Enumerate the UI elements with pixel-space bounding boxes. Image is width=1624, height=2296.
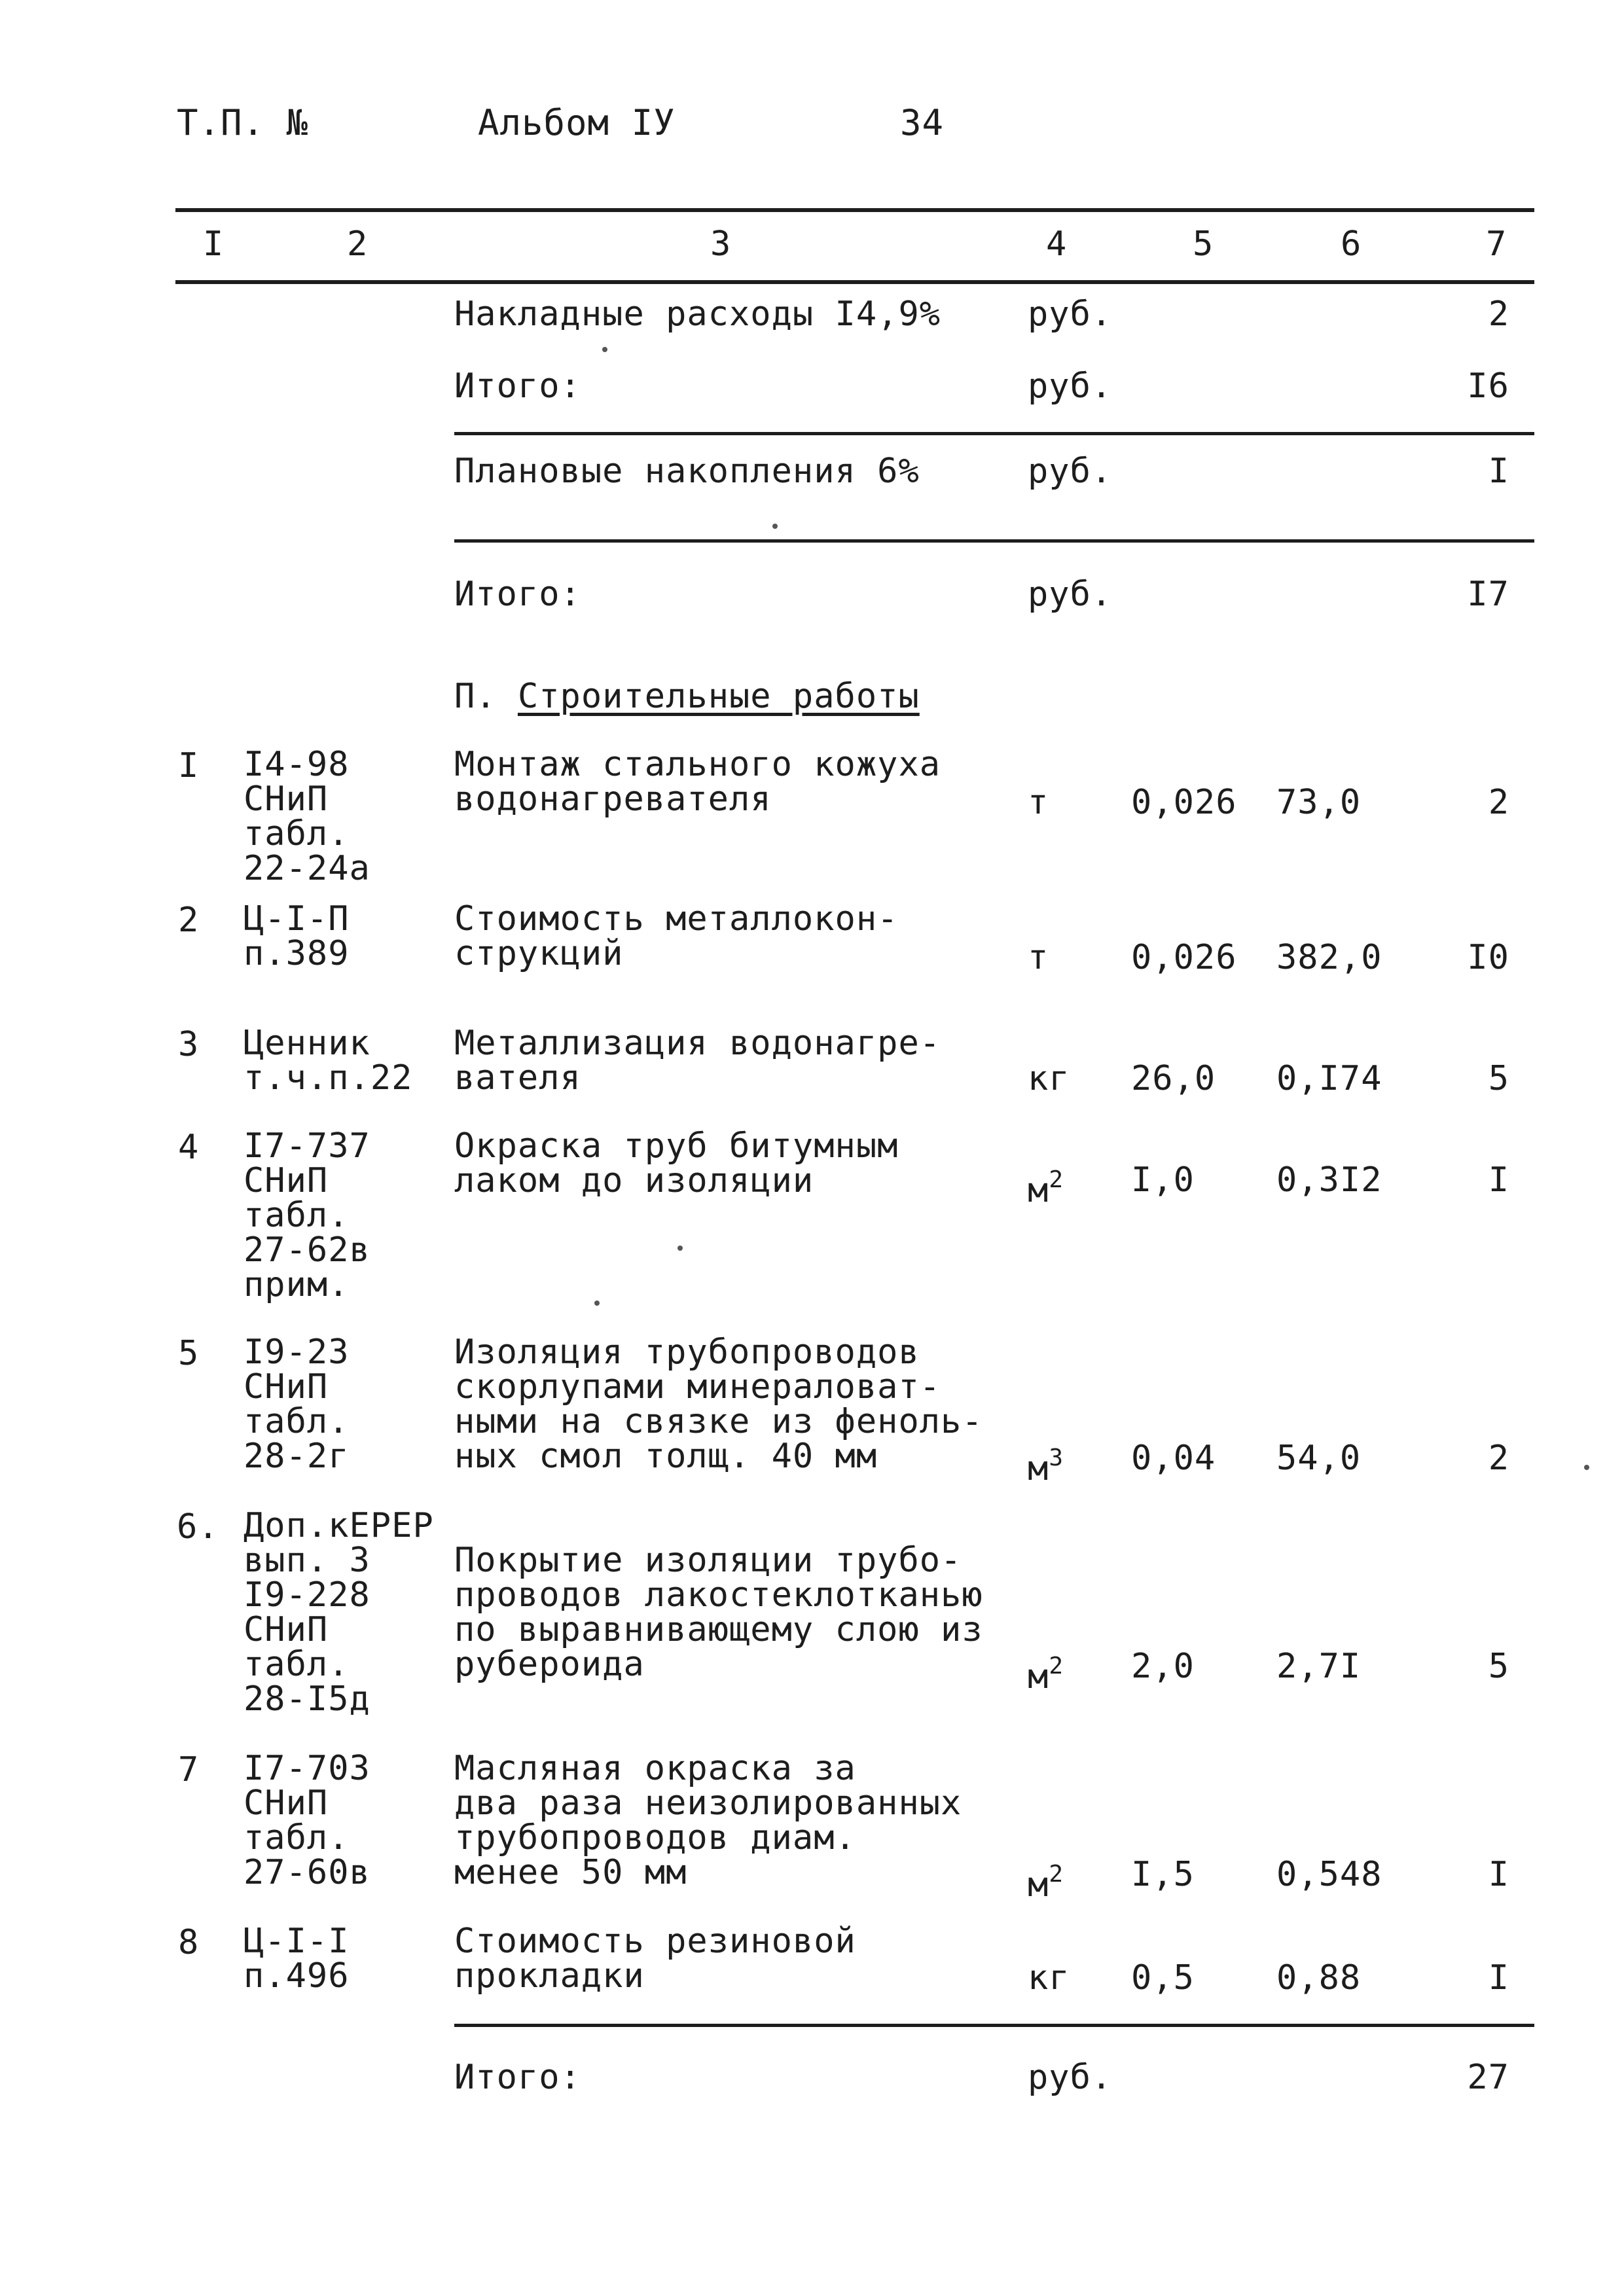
section-title-text: Строительные работы — [517, 677, 920, 716]
summary-total: 2 — [1488, 295, 1509, 334]
row-price: 0,3I2 — [1276, 1160, 1382, 1200]
scan-speck — [677, 1246, 683, 1251]
row-number: 4 — [178, 1128, 200, 1167]
row-quantity: 0,04 — [1131, 1439, 1216, 1478]
final-total-value: 27 — [1467, 2058, 1509, 2097]
row-price: 382,0 — [1276, 938, 1382, 977]
column-header-6: 6 — [1341, 224, 1362, 264]
summary-rule — [454, 539, 1534, 543]
summary-label: Плановые накопления 6% — [454, 452, 920, 491]
row-unit-base: м — [1028, 1449, 1049, 1488]
table-header-rule — [175, 280, 1534, 284]
row-unit: кг — [1028, 1958, 1070, 1998]
row-unit — [1028, 1440, 1064, 1487]
row-reference: I4-98 СНиП табл. 22-24а — [244, 745, 370, 888]
row-total: 5 — [1488, 1059, 1509, 1098]
row-unit: т — [1028, 938, 1049, 977]
row-unit-base: м — [1028, 1865, 1049, 1905]
row-quantity: 0,026 — [1131, 783, 1237, 822]
row-quantity: I,5 — [1131, 1855, 1195, 1894]
row-unit-exponent: 2 — [1049, 1653, 1064, 1679]
summary-total: I6 — [1467, 367, 1509, 406]
row-description: Окраска труб битумным лаком до изоляции — [454, 1126, 899, 1200]
section-title — [454, 678, 920, 715]
summary-unit: руб. — [1028, 452, 1113, 491]
row-reference: Ц-I-I п.496 — [244, 1922, 350, 1996]
row-quantity: I,0 — [1131, 1160, 1195, 1200]
row-unit — [1028, 1162, 1064, 1209]
row-reference: I7-703 СНиП табл. 27-60в — [244, 1749, 370, 1892]
summary-total: I7 — [1467, 575, 1509, 614]
row-price: 54,0 — [1276, 1439, 1362, 1478]
row-unit-exponent: 3 — [1049, 1444, 1064, 1471]
row-unit-base: м — [1028, 1171, 1049, 1210]
row-description: Масляная окраска за два раза неизолированных трубопроводов диам. менее 50 мм — [454, 1749, 962, 1892]
summary-label: Итого: — [454, 367, 581, 406]
summary-total: I — [1488, 452, 1509, 491]
row-unit-exponent: 2 — [1049, 1861, 1064, 1888]
section-prefix: П. — [454, 677, 497, 716]
summary-label: Накладные расходы I4,9% — [454, 295, 941, 334]
row-reference: Ценник т.ч.п.22 — [244, 1024, 413, 1098]
row-price: 2,7I — [1276, 1647, 1362, 1686]
row-price: 73,0 — [1276, 783, 1362, 822]
scan-speck — [602, 347, 607, 352]
row-total: 2 — [1488, 783, 1509, 822]
row-number: 5 — [178, 1334, 200, 1373]
row-reference: Ц-I-П п.389 — [244, 899, 350, 973]
row-total: 2 — [1488, 1439, 1509, 1478]
row-description: Стоимость резиновой прокладки — [454, 1922, 856, 1996]
scan-speck — [772, 524, 778, 529]
summary-unit: руб. — [1028, 367, 1113, 406]
column-header-4: 4 — [1046, 224, 1068, 264]
row-unit-base: м — [1028, 1657, 1049, 1696]
column-header-7: 7 — [1486, 224, 1507, 264]
row-reference: Доп.кЕРЕР вып. 3 I9-228 СНиП табл. 28-I5д — [244, 1506, 434, 1719]
column-header-5: 5 — [1193, 224, 1214, 264]
row-number: 3 — [178, 1025, 200, 1064]
row-reference: I9-23 СНиП табл. 28-2г — [244, 1333, 350, 1476]
row-number: 6. — [177, 1507, 219, 1547]
row-description: Стоимость металлокон- струкций — [454, 899, 899, 973]
row-total: I — [1488, 1958, 1509, 1998]
row-total: I0 — [1467, 938, 1509, 977]
row-unit — [1028, 1856, 1064, 1903]
row-number: I — [178, 746, 200, 785]
row-description: Покрытие изоляции трубо- проводов лакостеклотканью по выравнивающему слою из рубероида — [454, 1541, 983, 1684]
row-unit: кг — [1028, 1059, 1070, 1098]
row-price: 0,548 — [1276, 1855, 1382, 1894]
column-header-1: I — [203, 224, 225, 264]
summary-label: Итого: — [454, 575, 581, 614]
table-top-rule — [175, 208, 1534, 212]
summary-unit: руб. — [1028, 575, 1113, 614]
row-unit: т — [1028, 783, 1049, 822]
row-quantity: 2,0 — [1131, 1647, 1195, 1686]
row-price: 0,88 — [1276, 1958, 1362, 1998]
row-number: 7 — [178, 1750, 200, 1789]
row-description: Монтаж стального кожуха водонагревателя — [454, 745, 941, 819]
page-number: 34 — [900, 102, 945, 143]
row-number: 8 — [178, 1923, 200, 1962]
row-price: 0,I74 — [1276, 1059, 1382, 1098]
row-number: 2 — [178, 901, 200, 940]
column-header-2: 2 — [347, 224, 369, 264]
row-quantity: 0,026 — [1131, 938, 1237, 977]
scan-speck — [594, 1300, 600, 1306]
row-description: Изоляция трубопроводов скорлупами минераловат- ными на связке из феноль- ных смол толщ. 40 мм — [454, 1333, 983, 1476]
final-total-unit: руб. — [1028, 2058, 1113, 2097]
final-total-label: Итого: — [454, 2058, 581, 2097]
row-total: 5 — [1488, 1647, 1509, 1686]
row-total: I — [1488, 1160, 1509, 1200]
row-quantity: 0,5 — [1131, 1958, 1195, 1998]
column-header-3: 3 — [710, 224, 732, 264]
row-reference: I7-737 СНиП табл. 27-62в прим. — [244, 1126, 370, 1304]
document-number-label: Т.П. № — [177, 102, 309, 143]
row-unit — [1028, 1648, 1064, 1695]
summary-rule — [454, 432, 1534, 435]
summary-unit: руб. — [1028, 295, 1113, 334]
row-description: Металлизация водонагре- вателя — [454, 1024, 941, 1098]
total-rule — [454, 2024, 1534, 2027]
scan-speck — [1584, 1465, 1589, 1470]
row-quantity: 26,0 — [1131, 1059, 1216, 1098]
album-label: Альбом IУ — [478, 102, 676, 143]
row-unit-exponent: 2 — [1049, 1166, 1064, 1193]
row-total: I — [1488, 1855, 1509, 1894]
